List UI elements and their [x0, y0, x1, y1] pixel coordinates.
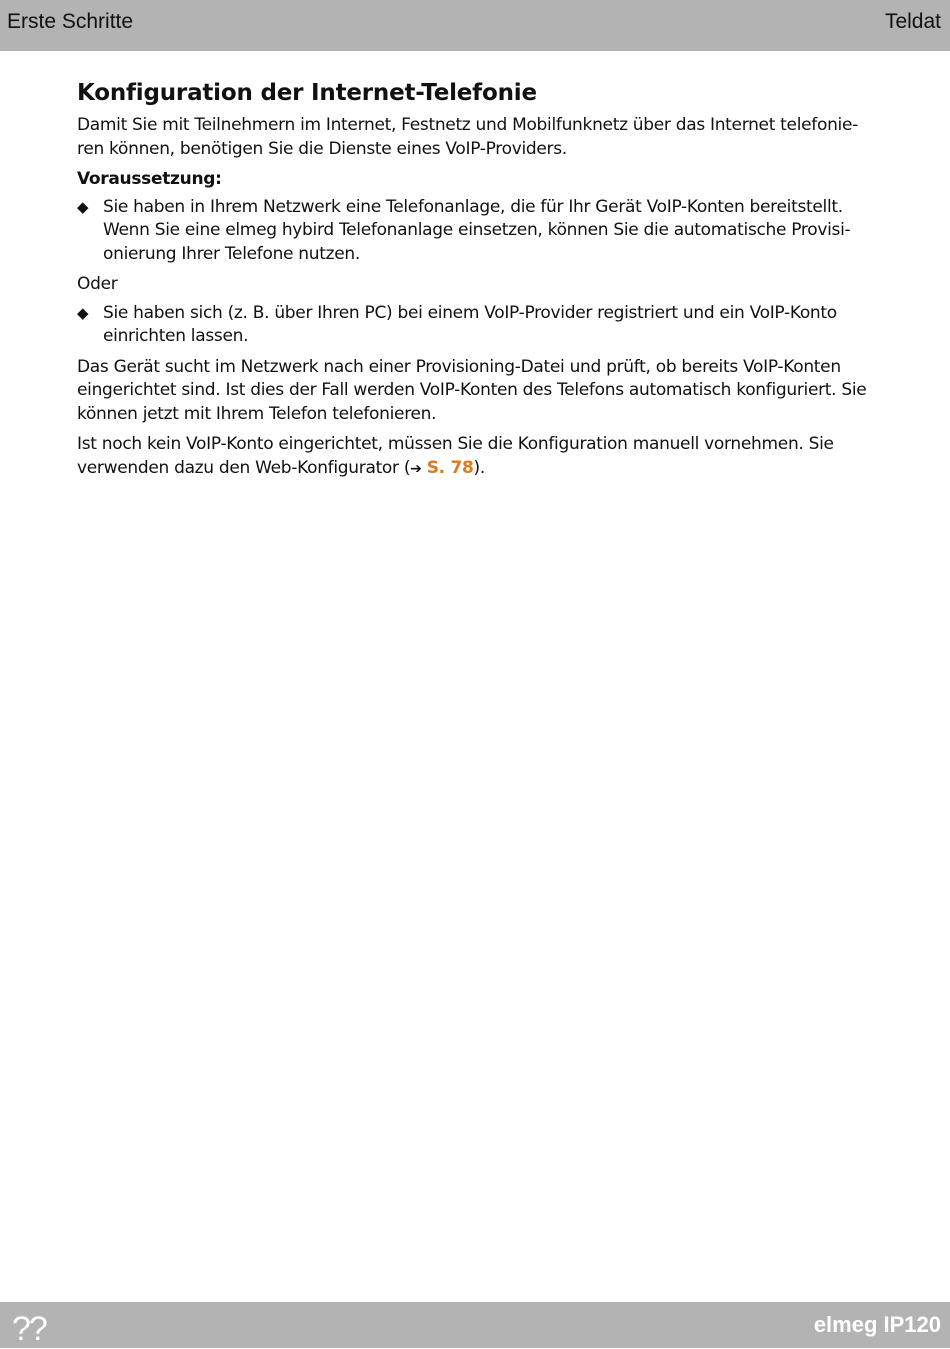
manual-config-paragraph — [77, 433, 877, 481]
section-title: Konfiguration der Internet-Telefonie — [77, 80, 537, 106]
page-number: ?? — [12, 1310, 46, 1348]
requirement-list-1 — [77, 196, 877, 267]
requirement-label: Voraussetzung: — [77, 169, 222, 189]
provisioning-paragraph: Das Gerät sucht im Netzwerk nach einer Provisioning-Datei und prüft, ob bereits VoIP-Konten eingerichtet sind. Ist dies der Fall werden VoIP-Konten des Telefons automatisch konfiguriert. Sie können jetzt mit Ihrem Telefon telefonieren. — [77, 356, 867, 424]
list-item — [77, 302, 877, 349]
bullet-text: Sie haben sich (z. B. über Ihren PC) bei einem VoIP-Provider registriert und ein VoIP-Konto einrichten lassen. — [103, 302, 837, 346]
intro-paragraph: Damit Sie mit Teilnehmern im Internet, Festnetz und Mobilfunknetz über das Internet telefonie-ren können, benötigen Sie die Dienste eines VoIP-Providers. — [77, 115, 858, 159]
requirement-list-2 — [77, 302, 877, 349]
bullet-text: Sie haben in Ihrem Netzwerk eine Telefonanlage, die für Ihr Gerät VoIP-Konten bereitstellt. Wenn Sie eine elmeg hybird Telefonanlage einsetzen, können Sie die automatische Provisi-onierung Ihrer Telefone nutzen. — [103, 196, 851, 264]
arrow-right-icon: ➔ — [410, 460, 422, 477]
page-reference-link[interactable]: S. 78 — [426, 457, 474, 478]
manual-config-text: Ist noch kein VoIP-Konto eingerichtet, müssen Sie die Konfiguration manuell vornehmen. Sie verwenden dazu den Web-Konfigurator ( — [77, 434, 834, 478]
diamond-bullet-icon: ◆ — [77, 197, 89, 216]
page-footer — [0, 1302, 950, 1348]
main-content — [77, 78, 877, 488]
manual-config-text-end: ). — [473, 457, 485, 478]
header-section-title: Erste Schritte — [7, 10, 134, 33]
header-brand: Teldat — [884, 10, 941, 33]
diamond-bullet-icon: ◆ — [77, 303, 89, 322]
or-label: Oder — [77, 274, 118, 294]
page-header — [0, 0, 950, 51]
list-item — [77, 196, 877, 267]
product-name: elmeg IP120 — [813, 1312, 941, 1337]
